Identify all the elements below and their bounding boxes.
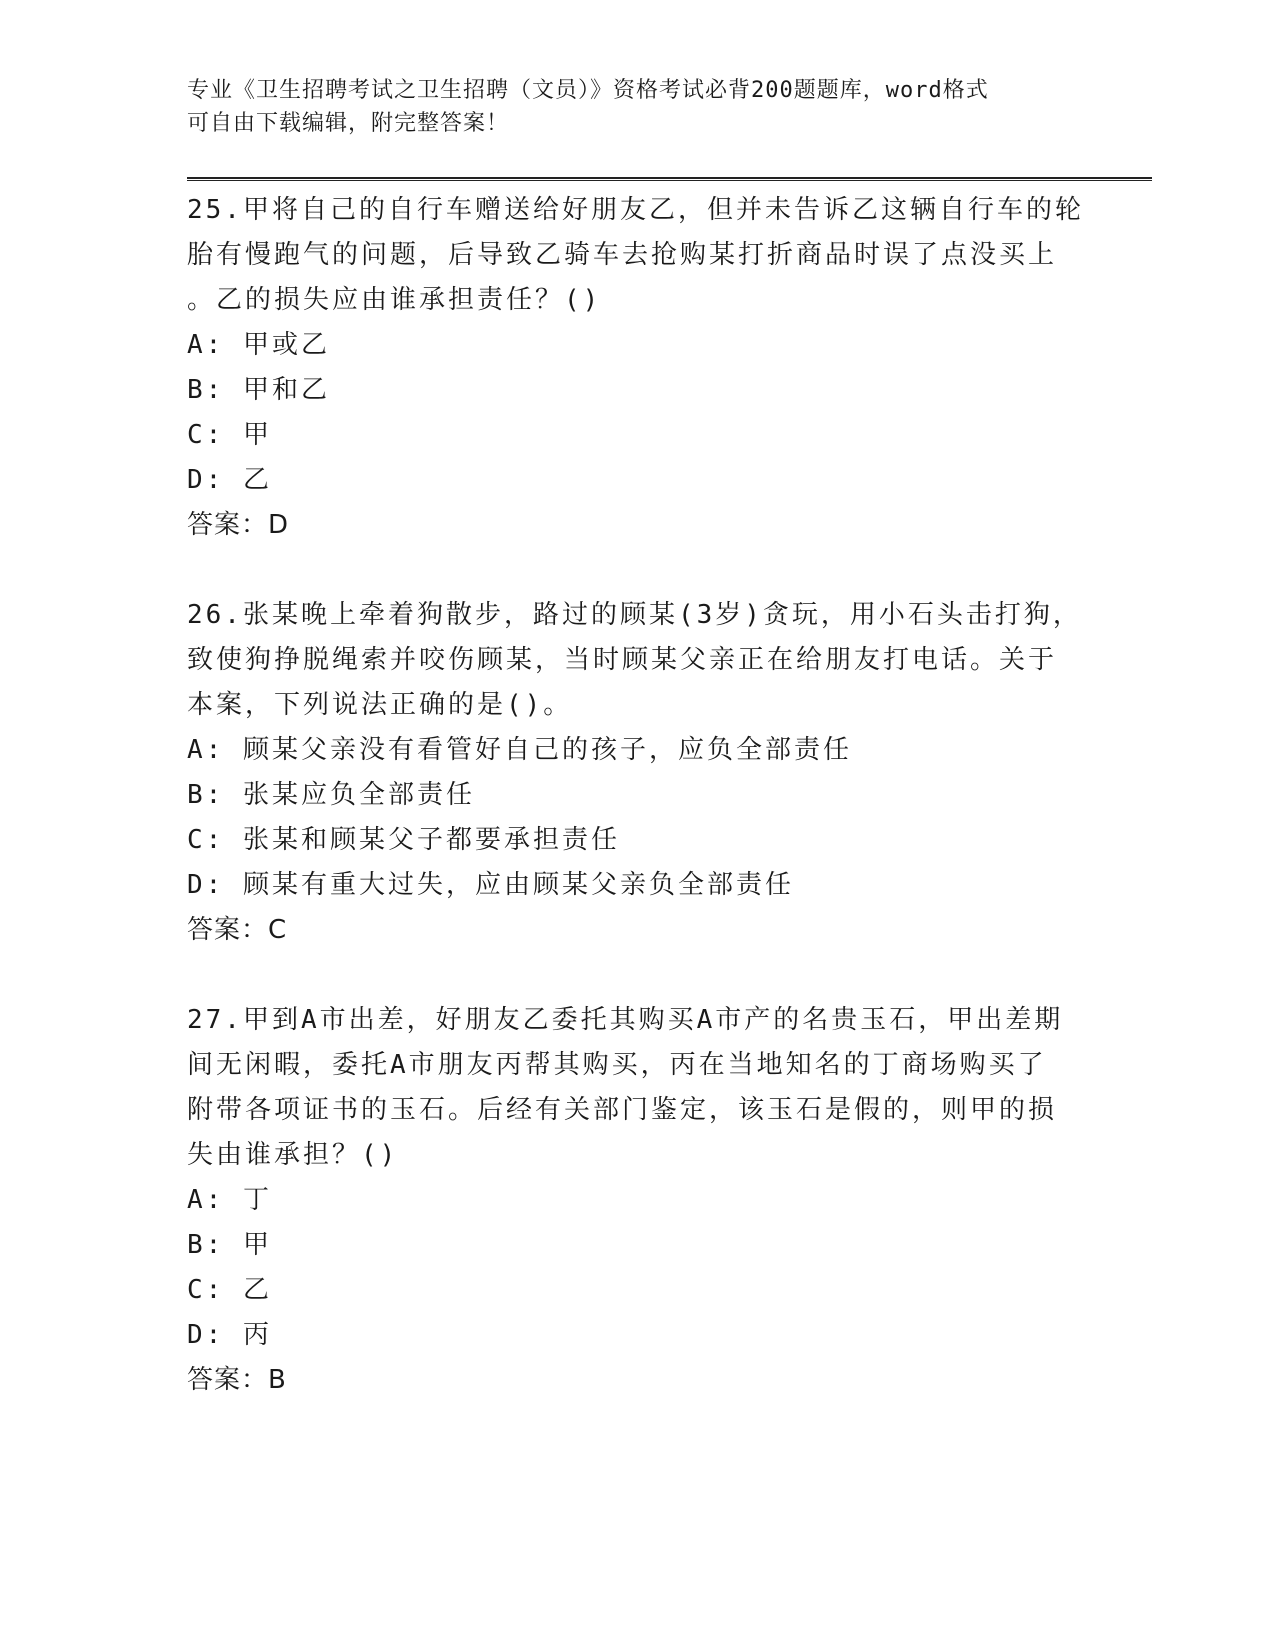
question-text-line: 胎有慢跑气的问题，后导致乙骑车去抢购某打折商品时误了点没买上 [187, 240, 1058, 270]
answer-line: 答案：C [187, 915, 288, 945]
answer-line: 答案：D [187, 510, 290, 540]
header-divider [187, 177, 1152, 181]
question-text-line: 间无闲暇，委托A市朋友丙帮其购买，丙在当地知名的丁商场购买了 [187, 1050, 1047, 1080]
option-a: A: 甲或乙 [187, 330, 330, 360]
option-b: B: 甲 [187, 1230, 272, 1260]
answer-line: 答案：B [187, 1365, 287, 1395]
question-list [187, 188, 1087, 1448]
question-text-line: 失由谁承担？() [187, 1140, 399, 1170]
header-line-2: 可自由下载编辑，附完整答案！ [187, 111, 510, 136]
question-text-line: 附带各项证书的玉石。后经有关部门鉴定，该玉石是假的，则甲的损 [187, 1095, 1058, 1125]
document-header [187, 74, 1087, 140]
option-d: D: 丙 [187, 1320, 272, 1350]
question-text-line: 。乙的损失应由谁承担责任？() [187, 285, 602, 315]
question-text-line: 26.张某晚上牵着狗散步，路过的顾某(3岁)贪玩，用小石头击打狗， [187, 600, 1082, 630]
question-text-line: 致使狗挣脱绳索并咬伤顾某，当时顾某父亲正在给朋友打电话。关于 [187, 645, 1058, 675]
question-text-line: 27.甲到A市出差，好朋友乙委托其购买A市产的名贵玉石，甲出差期 [187, 1005, 1064, 1035]
header-line-1: 专业《卫生招聘考试之卫生招聘（文员）》资格考试必背200题题库，word格式 [187, 78, 989, 103]
option-a: A: 顾某父亲没有看管好自己的孩子，应负全部责任 [187, 735, 852, 765]
option-c: C: 乙 [187, 1275, 272, 1305]
option-a: A: 丁 [187, 1185, 272, 1215]
question-27 [187, 998, 1087, 1403]
option-d: D: 乙 [187, 465, 272, 495]
option-b: B: 张某应负全部责任 [187, 780, 475, 810]
question-25 [187, 188, 1087, 548]
option-c: C: 甲 [187, 420, 272, 450]
question-26 [187, 593, 1087, 953]
question-text-line: 本案，下列说法正确的是()。 [187, 690, 573, 720]
option-c: C: 张某和顾某父子都要承担责任 [187, 825, 620, 855]
question-text-line: 25.甲将自己的自行车赠送给好朋友乙，但并未告诉乙这辆自行车的轮 [187, 195, 1084, 225]
option-b: B: 甲和乙 [187, 375, 330, 405]
option-d: D: 顾某有重大过失，应由顾某父亲负全部责任 [187, 870, 794, 900]
